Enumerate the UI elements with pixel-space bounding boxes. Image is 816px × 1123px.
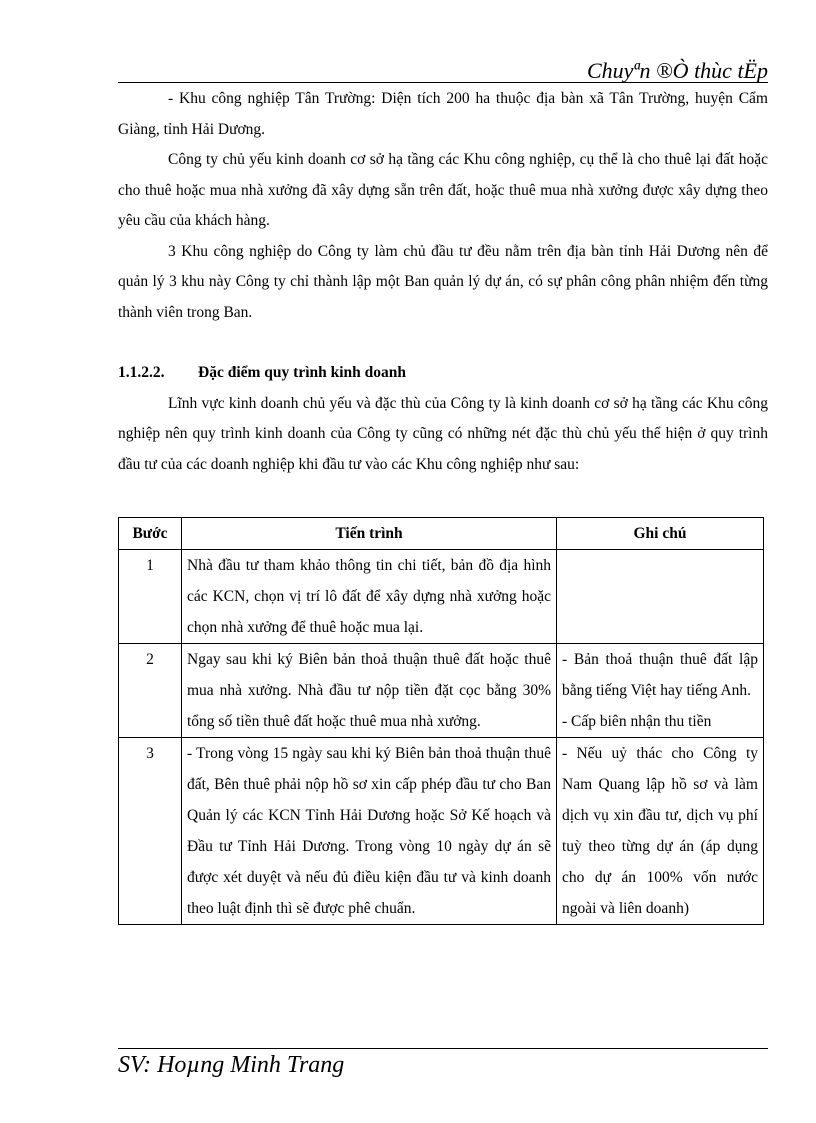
- section-heading: [118, 358, 768, 389]
- header-title: Chuyªn ®Ò thùc tËp: [586, 58, 768, 83]
- note-cell: [557, 644, 764, 738]
- section-title: Đặc điểm quy trình kinh doanh: [198, 364, 407, 381]
- table-row: [119, 550, 764, 644]
- process-cell: Nhà đầu tư tham khảo thông tin chi tiết, bản đồ địa hình các KCN, chọn vị trí lô đất để xây dựng nhà xưởng hoặc chọn nhà xưởng để thuê hoặc mua lại.: [182, 550, 557, 644]
- table-row: [119, 644, 764, 738]
- paragraph-business-scope: Công ty chủ yếu kinh doanh cơ sở hạ tầng các Khu công nghiệp, cụ thể là cho thuê lại đất hoặc cho thuê hoặc mua nhà xưởng đã xây dựng sẵn trên đất, hoặc thuê mua nhà xưởng được xây dựng theo yêu cầu của khách hàng.: [118, 151, 768, 229]
- note-cell: [557, 738, 764, 925]
- document-body: [118, 84, 768, 480]
- step-number: 3: [119, 738, 182, 925]
- paragraph-management: 3 Khu công nghiệp do Công ty làm chủ đầu tư đều nằm trên địa bàn tỉnh Hải Dương nên để quản lý 3 khu này Công ty chỉ thành lập một Ban quản lý dự án, có sự phân công phân nhiệm đến từng thành viên trong Ban.: [118, 242, 768, 321]
- page-footer: [118, 1048, 768, 1079]
- step-number: 1: [119, 550, 182, 644]
- page-header: [118, 58, 768, 83]
- column-header-process: Tiến trình: [182, 518, 557, 550]
- note-line: - Cấp biên nhận thu tiền: [562, 713, 712, 730]
- process-cell: - Trong vòng 15 ngày sau khi ký Biên bản thoả thuận thuê đất, Bên thuê phải nộp hồ sơ xin cấp phép đầu tư cho Ban Quản lý các KCN Tỉnh Hải Dương hoặc Sở Kế hoạch và Đầu tư Tỉnh Hải Dương. Trong vòng 10 ngày dự án sẽ được xét duyệt và nếu đủ điều kiện đầu tư và kinh doanh theo luật định thì sẽ được phê chuẩn.: [182, 738, 557, 925]
- column-header-note: Ghi chú: [557, 518, 764, 550]
- paragraph-process-intro: Lĩnh vực kinh doanh chủ yếu và đặc thù của Công ty là kinh doanh cơ sở hạ tầng các Khu công nghiệp nên quy trình kinh doanh của Công ty cũng có những nét đặc thù chủ yếu thể hiện ở quy trình đầu tư của các doanh nghiệp khi đầu tư vào các Khu công nghiệp như sau:: [118, 394, 768, 473]
- table-header-row: [119, 518, 764, 550]
- paragraph-tan-truong: - Khu công nghiệp Tân Trường: Diện tích 200 ha thuộc địa bàn xã Tân Trường, huyện Cẩm Giàng, tỉnh Hải Dương.: [118, 90, 768, 138]
- process-cell: Ngay sau khi ký Biên bản thoả thuận thuê đất hoặc thuê mua nhà xưởng. Nhà đầu tư nộp tiền đặt cọc bằng 30% tổng số tiền thuê đất hoặc thuê mua nhà xưởng.: [182, 644, 557, 738]
- process-table: [118, 517, 764, 925]
- column-header-step: Bước: [119, 518, 182, 550]
- footer-author: SV: Hoµng Minh Trang: [118, 1052, 345, 1078]
- table-row: [119, 738, 764, 925]
- note-line: - Nếu uỷ thác cho Công ty Nam Quang lập hồ sơ và làm dịch vụ xin đầu tư, dịch vụ phí tuỳ theo từng dự án (áp dụng cho dự án 100% vốn nước ngoài và liên doanh): [562, 745, 758, 917]
- note-line: - Bản thoả thuận thuê đất lập bằng tiếng Việt hay tiếng Anh.: [562, 651, 758, 699]
- note-cell: [557, 550, 764, 644]
- section-number: 1.1.2.2.: [118, 364, 165, 381]
- step-number: 2: [119, 644, 182, 738]
